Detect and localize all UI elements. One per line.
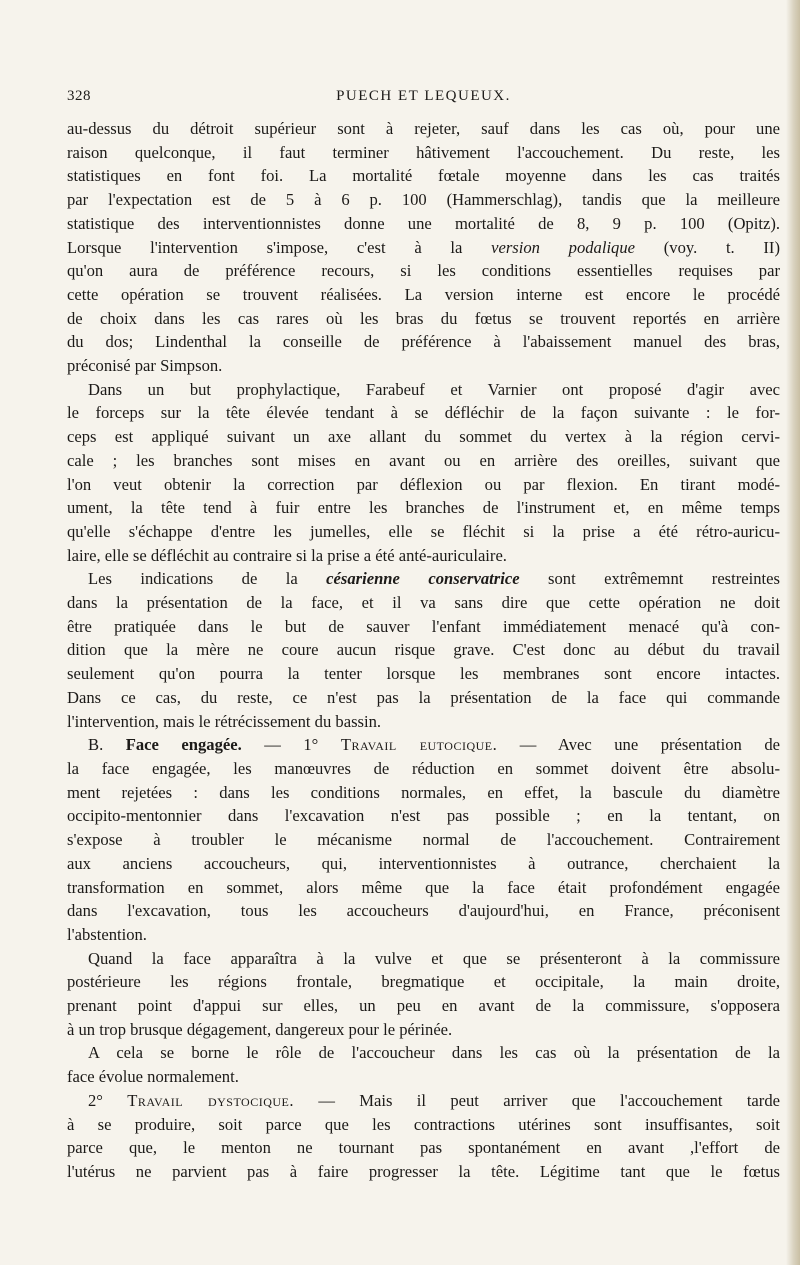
text-line [67, 378, 780, 402]
text-line [67, 828, 780, 852]
text-run: occipito-mentonnier dans l'excavation n'est pas possible ; en la tentant, on [67, 806, 780, 826]
text-run: seulement qu'on pourra la tenter lorsque les membranes sont encore intactes. [67, 664, 780, 684]
text-line [67, 141, 780, 165]
text-run: face évolue normalement. [67, 1067, 239, 1087]
text-line [67, 236, 780, 260]
text-run: au-dessus du détroit supérieur sont à rejeter, sauf dans les cas où, pour une [67, 119, 780, 138]
text-line [67, 544, 780, 568]
text-run: transformation en sommet, alors même que la face était profondément engagée [67, 877, 780, 897]
text-run: qu'on aura de préférence recours, si les conditions essentielles requises par [67, 261, 780, 281]
text-line [67, 354, 780, 378]
text-run: du dos; Lindenthal la conseille de préférence à l'abaissement manuel des bras, [67, 332, 780, 352]
text-run: postérieure les régions frontale, bregmatique et occipitale, la main droite, [67, 972, 780, 992]
text-run: dans la présentation de la face, et il va sans dire que cette opération ne doit [67, 593, 780, 613]
text-line [67, 567, 780, 591]
text-run: l'intervention, mais le rétrécissement du bassin. [67, 711, 382, 731]
text-run: qu'elle s'échappe d'entre les jumelles, elle se fléchit si la prise a été rétro-auricu- [67, 521, 780, 541]
text-run: Dans ce cas, du reste, ce n'est pas la présentation de la face qui commande [67, 687, 780, 707]
text-run: statistique des interventionnistes donne une mortalité de 8, 9 p. 100 (Opitz). [67, 213, 780, 233]
text-run: dition que la mère ne coure aucun risque grave. C'est donc au début du travail [67, 640, 780, 660]
text-line [67, 330, 780, 354]
text-line [67, 615, 780, 639]
text-line [67, 994, 780, 1018]
text-line [67, 662, 780, 686]
text-run: à se produire, soit parce que les contractions utérines sont insuffisantes, soit [67, 1114, 780, 1134]
text-line [67, 1041, 780, 1065]
text-run: laire, elle se défléchit au contraire si la prise a été anté-auriculaire. [67, 545, 507, 565]
text-run: ment rejetées : dans les conditions normales, en effet, la bascule du diamètre [67, 782, 780, 802]
body-text [67, 117, 780, 1184]
text-line [67, 1018, 780, 1042]
text-line [67, 188, 780, 212]
text-run: — Avec une présentation de [497, 735, 780, 755]
text-run: aux anciens accoucheurs, qui, interventionnistes à outrance, cherchaient la [67, 853, 780, 873]
text-run: par l'expectation est de 5 à 6 p. 100 (Hammerschlag), tandis que la meilleure [67, 190, 780, 210]
text-line [67, 876, 780, 900]
text-line [67, 591, 780, 615]
text-line [67, 899, 780, 923]
subsection-heading: Travail dystocique. [127, 1090, 295, 1110]
text-run: (voy. t. II) [635, 237, 780, 257]
text-line [67, 947, 780, 971]
text-run: être pratiquée dans le but de sauver l'enfant immédiatement menacé qu'à con- [67, 616, 780, 636]
text-line [67, 283, 780, 307]
text-run: ument, la tête tend à fuir entre les branches de l'instrument et, en même temps [67, 498, 780, 518]
text-run: la face engagée, les manœuvres de réduction en sommet doivent être absolu- [67, 758, 780, 778]
text-run: de choix dans les cas rares où les bras du fœtus se trouvent reportés en arrière [67, 308, 780, 328]
text-line [67, 710, 780, 734]
text-line [67, 757, 780, 781]
text-line [67, 401, 780, 425]
text-run: prenant point d'appui sur elles, un peu en avant de la commissure, s'opposera [67, 996, 780, 1016]
text-line [67, 1136, 780, 1160]
text-run: à un trop brusque dégagement, dangereux pour le périnée. [67, 1019, 453, 1039]
text-line [67, 970, 780, 994]
text-line [67, 307, 780, 331]
text-run: cette opération se trouvent réalisées. La version interne est encore le procédé [67, 284, 780, 304]
text-run: Les indications de la [88, 569, 327, 589]
text-run: préconisé par Simpson. [67, 356, 223, 376]
text-run: — 1° [241, 735, 341, 755]
text-run: Lorsque l'intervention s'impose, c'est à la [67, 237, 492, 257]
italic-term: version podalique [491, 237, 636, 257]
text-run: le forceps sur la tête élevée tendant à se défléchir de la façon suivante : le for- [67, 403, 780, 423]
text-line [67, 259, 780, 283]
text-line [67, 117, 780, 141]
text-line [67, 733, 780, 757]
text-run: — Mais il peut arriver que l'accouchement tarde [294, 1090, 780, 1110]
text-run: s'expose à troubler le mécanisme normal de l'accouchement. Contrairement [67, 830, 780, 850]
text-line [67, 1089, 780, 1113]
text-run: dans l'excavation, tous les accoucheurs d'aujourd'hui, en France, préconisent [67, 901, 780, 921]
bold-italic-term: césarienne conservatrice [326, 569, 520, 589]
text-run: l'utérus ne parvient pas à faire progresser la tête. Légitime tant que le fœtus [67, 1161, 780, 1181]
text-run: Quand la face apparaîtra à la vulve et que se présenteront à la commissure [88, 948, 780, 968]
page-header [67, 88, 780, 112]
page-edge-shadow [786, 0, 800, 1265]
text-line [67, 686, 780, 710]
text-line [67, 473, 780, 497]
text-run: A cela se borne le rôle de l'accoucheur dans les cas où la présentation de la [88, 1043, 780, 1063]
text-line [67, 804, 780, 828]
text-line [67, 449, 780, 473]
text-run: l'on veut obtenir la correction par déflexion ou par flexion. En tirant modé- [67, 474, 780, 494]
text-run: parce que, le menton ne tournant pas spontanément en avant ,l'effort de [67, 1138, 780, 1158]
text-line [67, 852, 780, 876]
text-line [67, 1113, 780, 1137]
text-run: raison quelconque, il faut terminer hâtivement l'accouchement. Du reste, les [67, 142, 780, 162]
text-run: sont extrêmemnt restreintes [519, 569, 780, 589]
text-line [67, 923, 780, 947]
page-number: 328 [67, 88, 91, 104]
subsection-heading: Travail eutocique. [340, 735, 498, 755]
text-line [67, 520, 780, 544]
text-run: 2° [88, 1090, 128, 1110]
text-run: ceps est appliqué suivant un axe allant du sommet du vertex à la région cervi- [67, 427, 780, 447]
text-line [67, 212, 780, 236]
text-run: l'abstention. [67, 924, 147, 944]
text-line [67, 425, 780, 449]
text-line [67, 164, 780, 188]
running-title: PUECH ET LEQUEUX. [336, 88, 511, 104]
text-line [67, 1160, 780, 1184]
text-run: B. [88, 735, 126, 755]
text-line [67, 496, 780, 520]
section-heading: Face engagée. [125, 735, 242, 755]
text-run: statistiques en font foi. La mortalité fœtale moyenne dans les cas traités [67, 166, 780, 186]
text-line [67, 638, 780, 662]
text-line [67, 1065, 780, 1089]
text-run: cale ; les branches sont mises en avant ou en arrière des oreilles, suivant que [67, 450, 780, 470]
text-line [67, 781, 780, 805]
text-run: Dans un but prophylactique, Farabeuf et Varnier ont proposé d'agir avec [88, 379, 780, 399]
